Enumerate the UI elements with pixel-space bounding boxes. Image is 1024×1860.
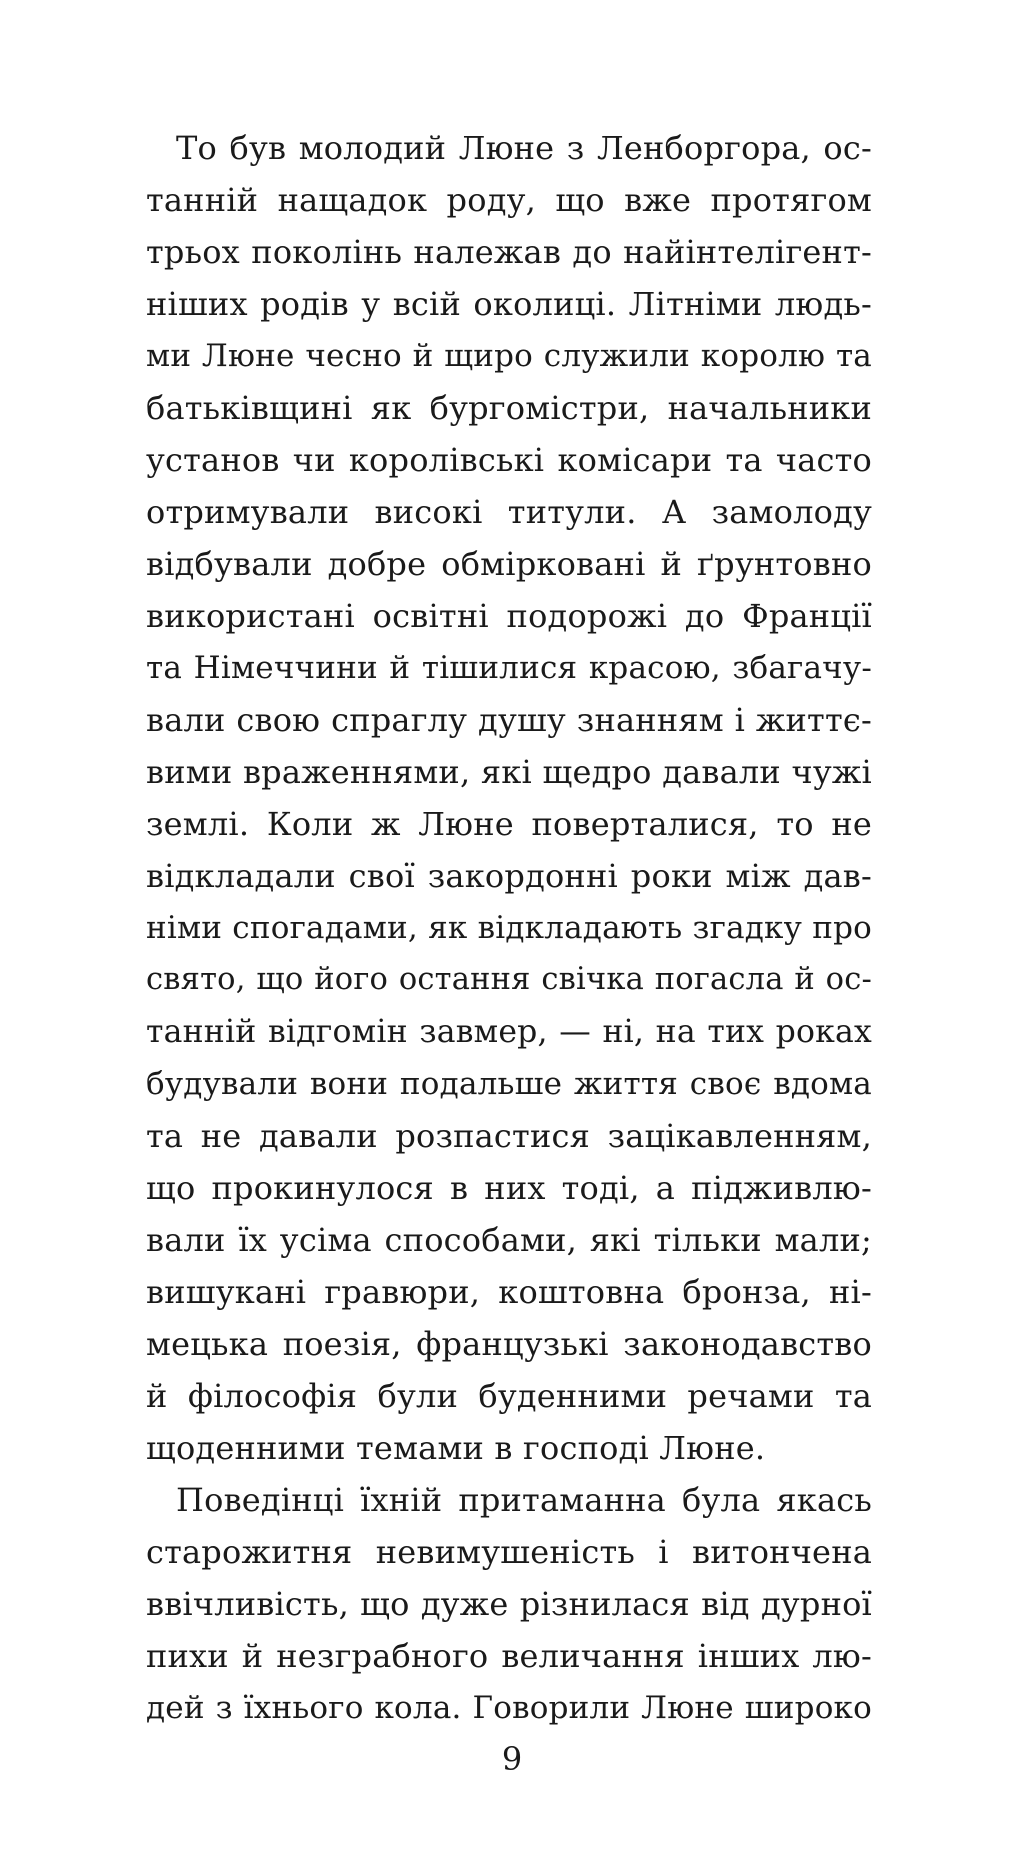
text-line: установ чи королівські комісари та часто	[146, 441, 872, 479]
text-line: німи спогадами, як відкладають згадку про	[146, 910, 872, 946]
text-line: танній нащадок роду, що вже протягом	[146, 181, 872, 219]
text-line: та не давали розпастися зацікавленням,	[146, 1117, 872, 1155]
text-line: використані освітні подорожі до Франції	[146, 597, 872, 635]
text-line: пихи й незграбного величання інших лю-	[146, 1637, 872, 1675]
text-line: мецька поезія, французькі законодавство	[146, 1325, 872, 1363]
text-line: вали їх усіма способами, які тільки мали;	[146, 1221, 872, 1259]
text-line: вими враженнями, які щедро давали чужі	[146, 753, 872, 791]
text-line: ввічливість, що дуже різнилася від дурної	[146, 1585, 872, 1623]
text-line: будували вони подальше життя своє вдома	[146, 1066, 872, 1102]
text-line: Поведінці їхній притаманна була якась	[176, 1481, 872, 1519]
page-number: 9	[501, 1740, 523, 1778]
paragraph-1	[146, 122, 872, 1474]
text-line: трьох поколінь належав до найінтелігент-	[146, 233, 872, 271]
text-line: отримували високі титули. А замолоду	[146, 493, 872, 531]
text-line: щоденними темами в господі Люне.	[146, 1429, 766, 1467]
text-line: старожитня невимушеність і витончена	[146, 1533, 872, 1571]
text-line: землі. Коли ж Люне поверталися, то не	[146, 805, 872, 843]
text-line: відбували добре обмірковані й ґрунтовно	[146, 545, 872, 583]
text-line: й філософія були буденними речами та	[146, 1377, 872, 1415]
text-line: батьківщині як бургомістри, начальники	[146, 389, 872, 427]
text-line: дей з їхнього кола. Говорили Люне широко	[146, 1690, 872, 1726]
text-line: танній відгомін завмер, — ні, на тих роках	[146, 1014, 872, 1050]
body-text	[146, 122, 872, 1734]
paragraph-2	[146, 1474, 872, 1734]
text-line: ніших родів у всій околиці. Літніми людь-	[146, 285, 872, 323]
text-line: що прокинулося в них тоді, а підживлю-	[146, 1169, 872, 1207]
text-line: То був молодий Люне з Ленборгора, ос-	[176, 129, 872, 167]
text-line: та Німеччини й тішилися красою, збагачу-	[146, 650, 872, 686]
text-line: свято, що його остання свічка погасла й ос-	[146, 962, 872, 997]
text-line: вишукані гравюри, коштовна бронза, ні-	[146, 1273, 872, 1311]
text-line: ми Люне чесно й щиро служили королю та	[146, 338, 872, 374]
text-line: відкладали свої закордонні роки між дав-	[146, 857, 872, 895]
text-line: вали свою спраглу душу знанням і життє-	[146, 701, 872, 739]
